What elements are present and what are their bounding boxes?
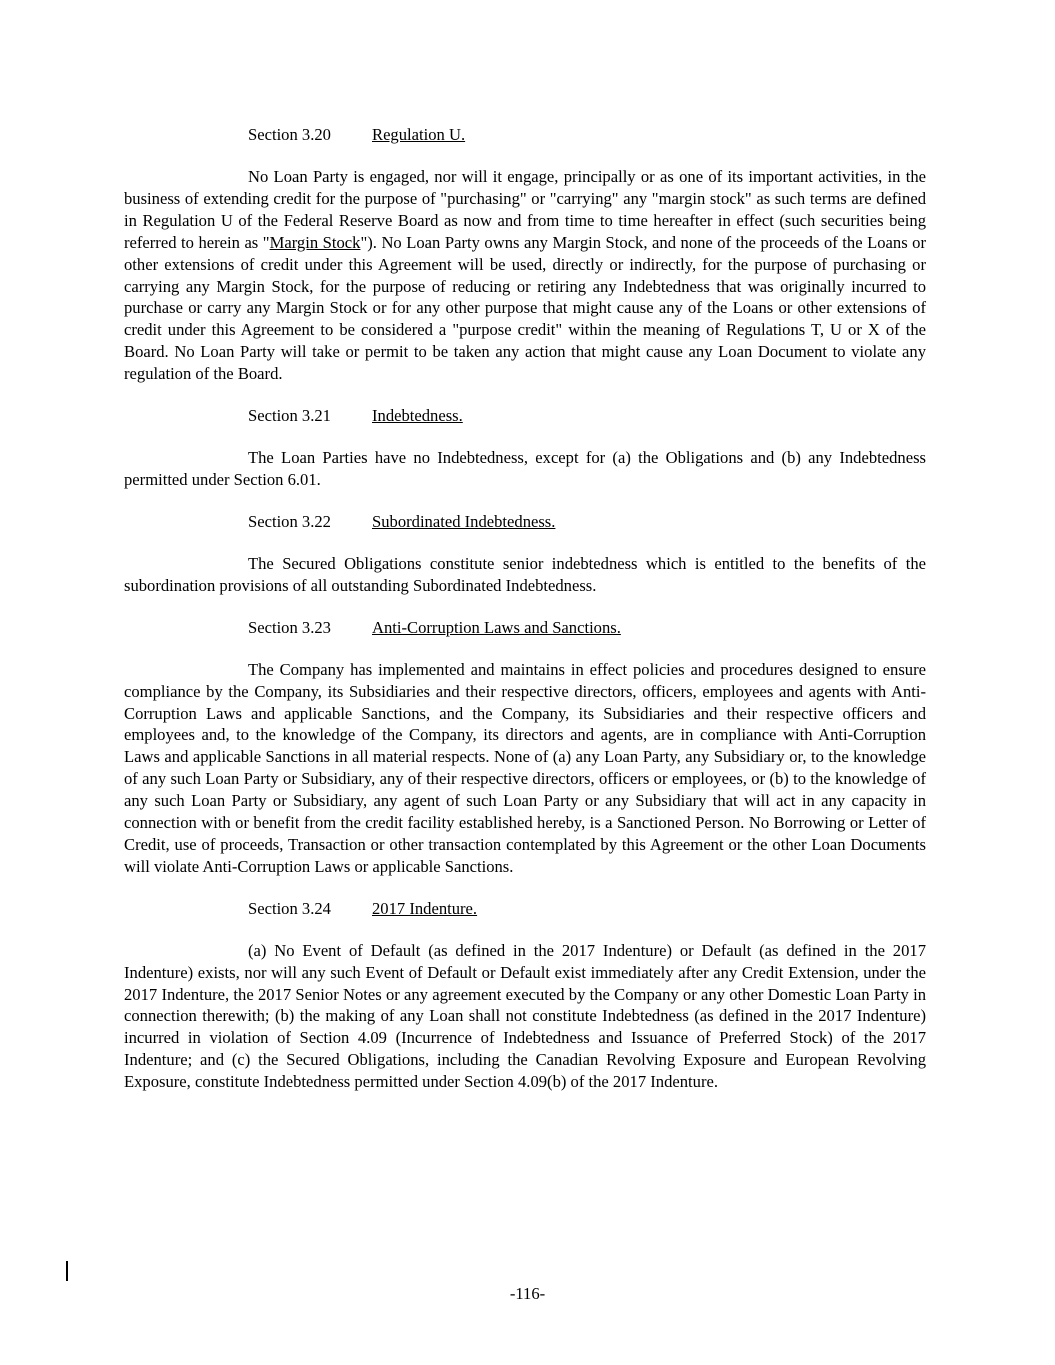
section-body-3-23: The Company has implemented and maintains in effect policies and procedures designed to ensure compliance by the Company, its Subsidiaries and their respective directors, officers, employees and agents with Anti-Corruption Laws and applicable Sanctions, and the Company, its Subsidiaries and their respective officers and employees and, to the knowledge of the Company, its directors and agents, are in compliance with Anti-Corruption Laws and applicable Sanctions in all material respects. None of (a) any Loan Party, any Subsidiary or, to the knowledge of any such Loan Party or Subsidiary, any of their respective directors, officers or employees, or (b) to the knowledge of any such Loan Party or Subsidiary, any agent of such Loan Party or any Subsidiary that will act in any capacity in connection with or benefit from the credit facility established hereby, is a Sanctioned Person. No Borrowing or Letter of Credit, use of proceeds, Transaction or other transaction contemplated by this Agreement or the other Loan Documents will violate Anti-Corruption Laws or applicable Sanctions.: [124, 659, 926, 876]
page-number: -116-: [509, 1284, 546, 1303]
defined-term: Margin Stock: [269, 232, 361, 252]
section-body-3-21: The Loan Parties have no Indebtedness, except for (a) the Obligations and (b) any Indebtedness permitted under Section 6.01.: [124, 448, 926, 489]
section-title: 2017 Indenture.: [372, 898, 478, 918]
section-heading-3-22: [124, 511, 926, 533]
section-title: Indebtedness.: [372, 406, 463, 426]
section-heading-3-24: [124, 898, 926, 920]
section-title: Subordinated Indebtedness.: [372, 511, 556, 531]
section-number: Section 3.24: [248, 898, 331, 918]
section-body-3-20: [124, 166, 926, 385]
section-number: Section 3.20: [248, 125, 331, 144]
section-number: Section 3.22: [248, 511, 331, 531]
section-heading-3-21: [124, 405, 926, 427]
body-text: "). No Loan Party owns any Margin Stock, and none of the proceeds of the Loans or other extensions of credit under this Agreement will be used, directly or indirectly, for the purpose of purchasing or carrying any Margin Stock, for the purpose of reducing or retiring any Indebtedness that was originally incurred to purchase or carry any Margin Stock or for any other purpose that might cause any of the Loans or other extensions of credit under this Agreement to be considered a "purpose credit" within the meaning of Regulations T, U or X of the Board. No Loan Party will take or permit to be taken any action that might cause any Loan Document to violate any regulation of the Board.: [124, 232, 927, 384]
body-text: No Loan Party is engaged, nor will it engage, principally or as one of its important activities, in the business of extending credit for the purpose of "purchasing" or "carrying" any "margin stock" as such terms are defined in Regulation U of the Federal Reserve Board as now and from time to time hereafter in effect (such securities being referred to herein as ": [124, 167, 926, 252]
section-title: Regulation U.: [372, 125, 466, 144]
section-number: Section 3.21: [248, 406, 331, 426]
section-number: Section 3.23: [248, 617, 331, 637]
section-body-3-24: (a) No Event of Default (as defined in the 2017 Indenture) or Default (as defined in the 2017 Indenture) exists, nor will any such Event of Default or Default exist immediately after any Credit Extension, under the 2017 Indenture, the 2017 Senior Notes or any agreement executed by the Company or any other Domestic Loan Party in connection therewith; (b) the making of any Loan shall not constitute Indebtedness (as defined in the 2017 Indenture) incurred in violation of Section 4.09 (Incurrence of Indebtedness and Issuance of Preferred Stock) of the 2017 Indenture; and (c) the Secured Obligations, including the Canadian Revolving Exposure and European Revolving Exposure, constitute Indebtedness permitted under Section 4.09(b) of the 2017 Indenture.: [124, 940, 926, 1092]
section-title: Anti-Corruption Laws and Sanctions.: [372, 617, 621, 637]
section-body-3-22: The Secured Obligations constitute senior indebtedness which is entitled to the benefits of the subordination provisions of all outstanding Subordinated Indebtedness.: [124, 553, 926, 595]
section-heading-3-23: [124, 617, 926, 639]
revision-margin-bar: [66, 1261, 68, 1281]
document-page: [124, 124, 926, 1113]
section-heading-3-20: [124, 124, 926, 146]
